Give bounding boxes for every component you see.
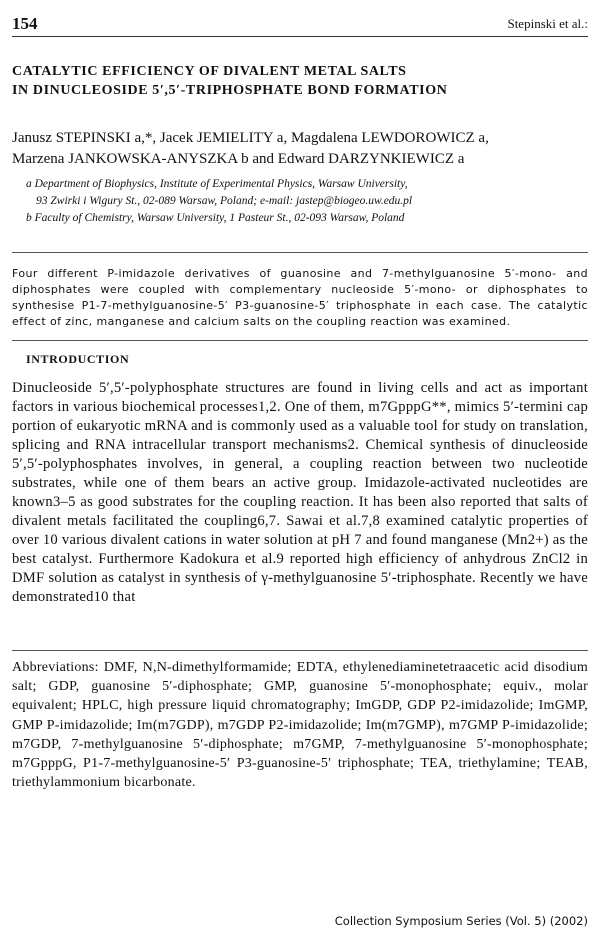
- abstract-top-rule: [12, 252, 588, 253]
- affiliations: [26, 176, 588, 227]
- title-line-1: CATALYTIC EFFICIENCY OF DIVALENT METAL SALTS: [12, 64, 407, 79]
- abstract: Four different P-imidazole derivatives of guanosine and 7-methylguanosine 5′-mono- and diphosphates were coupled with complementary nucleoside 5′-mono- or diphosphates to synthesise P1-7-methylguanosine-5′ P3-guanosine-5′ triphosphate in each case. The catalytic effect of zinc, manganese and calcium salts on the coupling reaction was examined.: [12, 267, 588, 328]
- page-number: 154: [12, 14, 38, 33]
- page-footer: Collection Symposium Series (Vol. 5) (2002): [334, 914, 588, 928]
- author-line-2: Marzena JANKOWSKA-ANYSZKA b and Edward DARZYNKIEWICZ a: [12, 151, 465, 167]
- running-head: Stepinski et al.:: [507, 16, 588, 31]
- article-title: [12, 62, 588, 100]
- abstract-bottom-rule: [12, 340, 588, 341]
- section-heading-introduction: INTRODUCTION: [26, 352, 130, 366]
- author-line-1: Janusz STEPINSKI a,*, Jacek JEMIELITY a, Magdalena LEWDOROWICZ a,: [12, 130, 489, 146]
- abbreviations-footnote: Abbreviations: DMF, N,N-dimethylformamide; EDTA, ethylenediaminetetraacetic acid disodium salt; GDP, guanosine 5′-diphosphate; GMP, guanosine 5′-monophosphate; equiv., molar equivalent; HPLC, high pressure liquid chromatography; ImGDP, GDP P2-imidazolide; ImGMP, GMP P-imidazolide; Im(m7GDP), m7GDP P2-imidazolide; Im(m7GMP), m7GMP P-imidazolide; m7GDP, 7-methylguanosine 5′-diphosphate; m7GMP, 7-methylguanosine 5′-monophosphate; m7GpppG, P1-7-methylguanosine-5′ P3-guanosine-5′ triphosphate; TEA, triethylamine; TEAB, triethylammonium bicarbonate.: [12, 660, 588, 791]
- affiliation-a-line-1: a Department of Biophysics, Institute of Experimental Physics, Warsaw University,: [26, 178, 408, 190]
- introduction-paragraph: Dinucleoside 5′,5′-polyphosphate structures are found in living cells and act as important factors in various biochemical processes1,2. One of them, m7GpppG**, mimics 5′-termini cap portion of eukaryotic mRNA and is commonly used as a valuable tool for study on translation, splicing and RNA intracellular transport mechanisms2. Chemical synthesis of dinucleoside 5′,5′-polyphosphates involves, in general, a coupling reaction between two nucleotide substrates, while one of them bears an active group. Imidazole-activated nucleotides are known3–5 as good substrates for the coupling reaction. It has been also reported that salts of divalent metals facilitated the coupling6,7. Sawai et al.7,8 examined catalytic properties of over 10 various divalent cations in water solution at pH 7 and found manganese (Mn2+) as the best catalyst. Furthermore Kadokura et al.9 reported high efficiency of anhydrous ZnCl2 in DMF solution as catalyst in synthesis of γ-methylguanosine 5′-triphosphate. Recently we have demonstrated10 that: [12, 380, 588, 605]
- affiliation-b-line-1: b Faculty of Chemistry, Warsaw University, 1 Pasteur St., 02-093 Warsaw, Poland: [26, 212, 405, 224]
- author-list: [12, 128, 588, 170]
- affiliation-a-line-2: 93 Zwirki i Wigury St., 02-089 Warsaw, Poland; e-mail: jastep@biogeo.uw.edu.pl: [36, 195, 413, 207]
- page-header: [12, 10, 588, 37]
- title-line-2: IN DINUCLEOSIDE 5′,5′-TRIPHOSPHATE BOND FORMATION: [12, 83, 448, 98]
- abbreviations-rule: [12, 650, 588, 651]
